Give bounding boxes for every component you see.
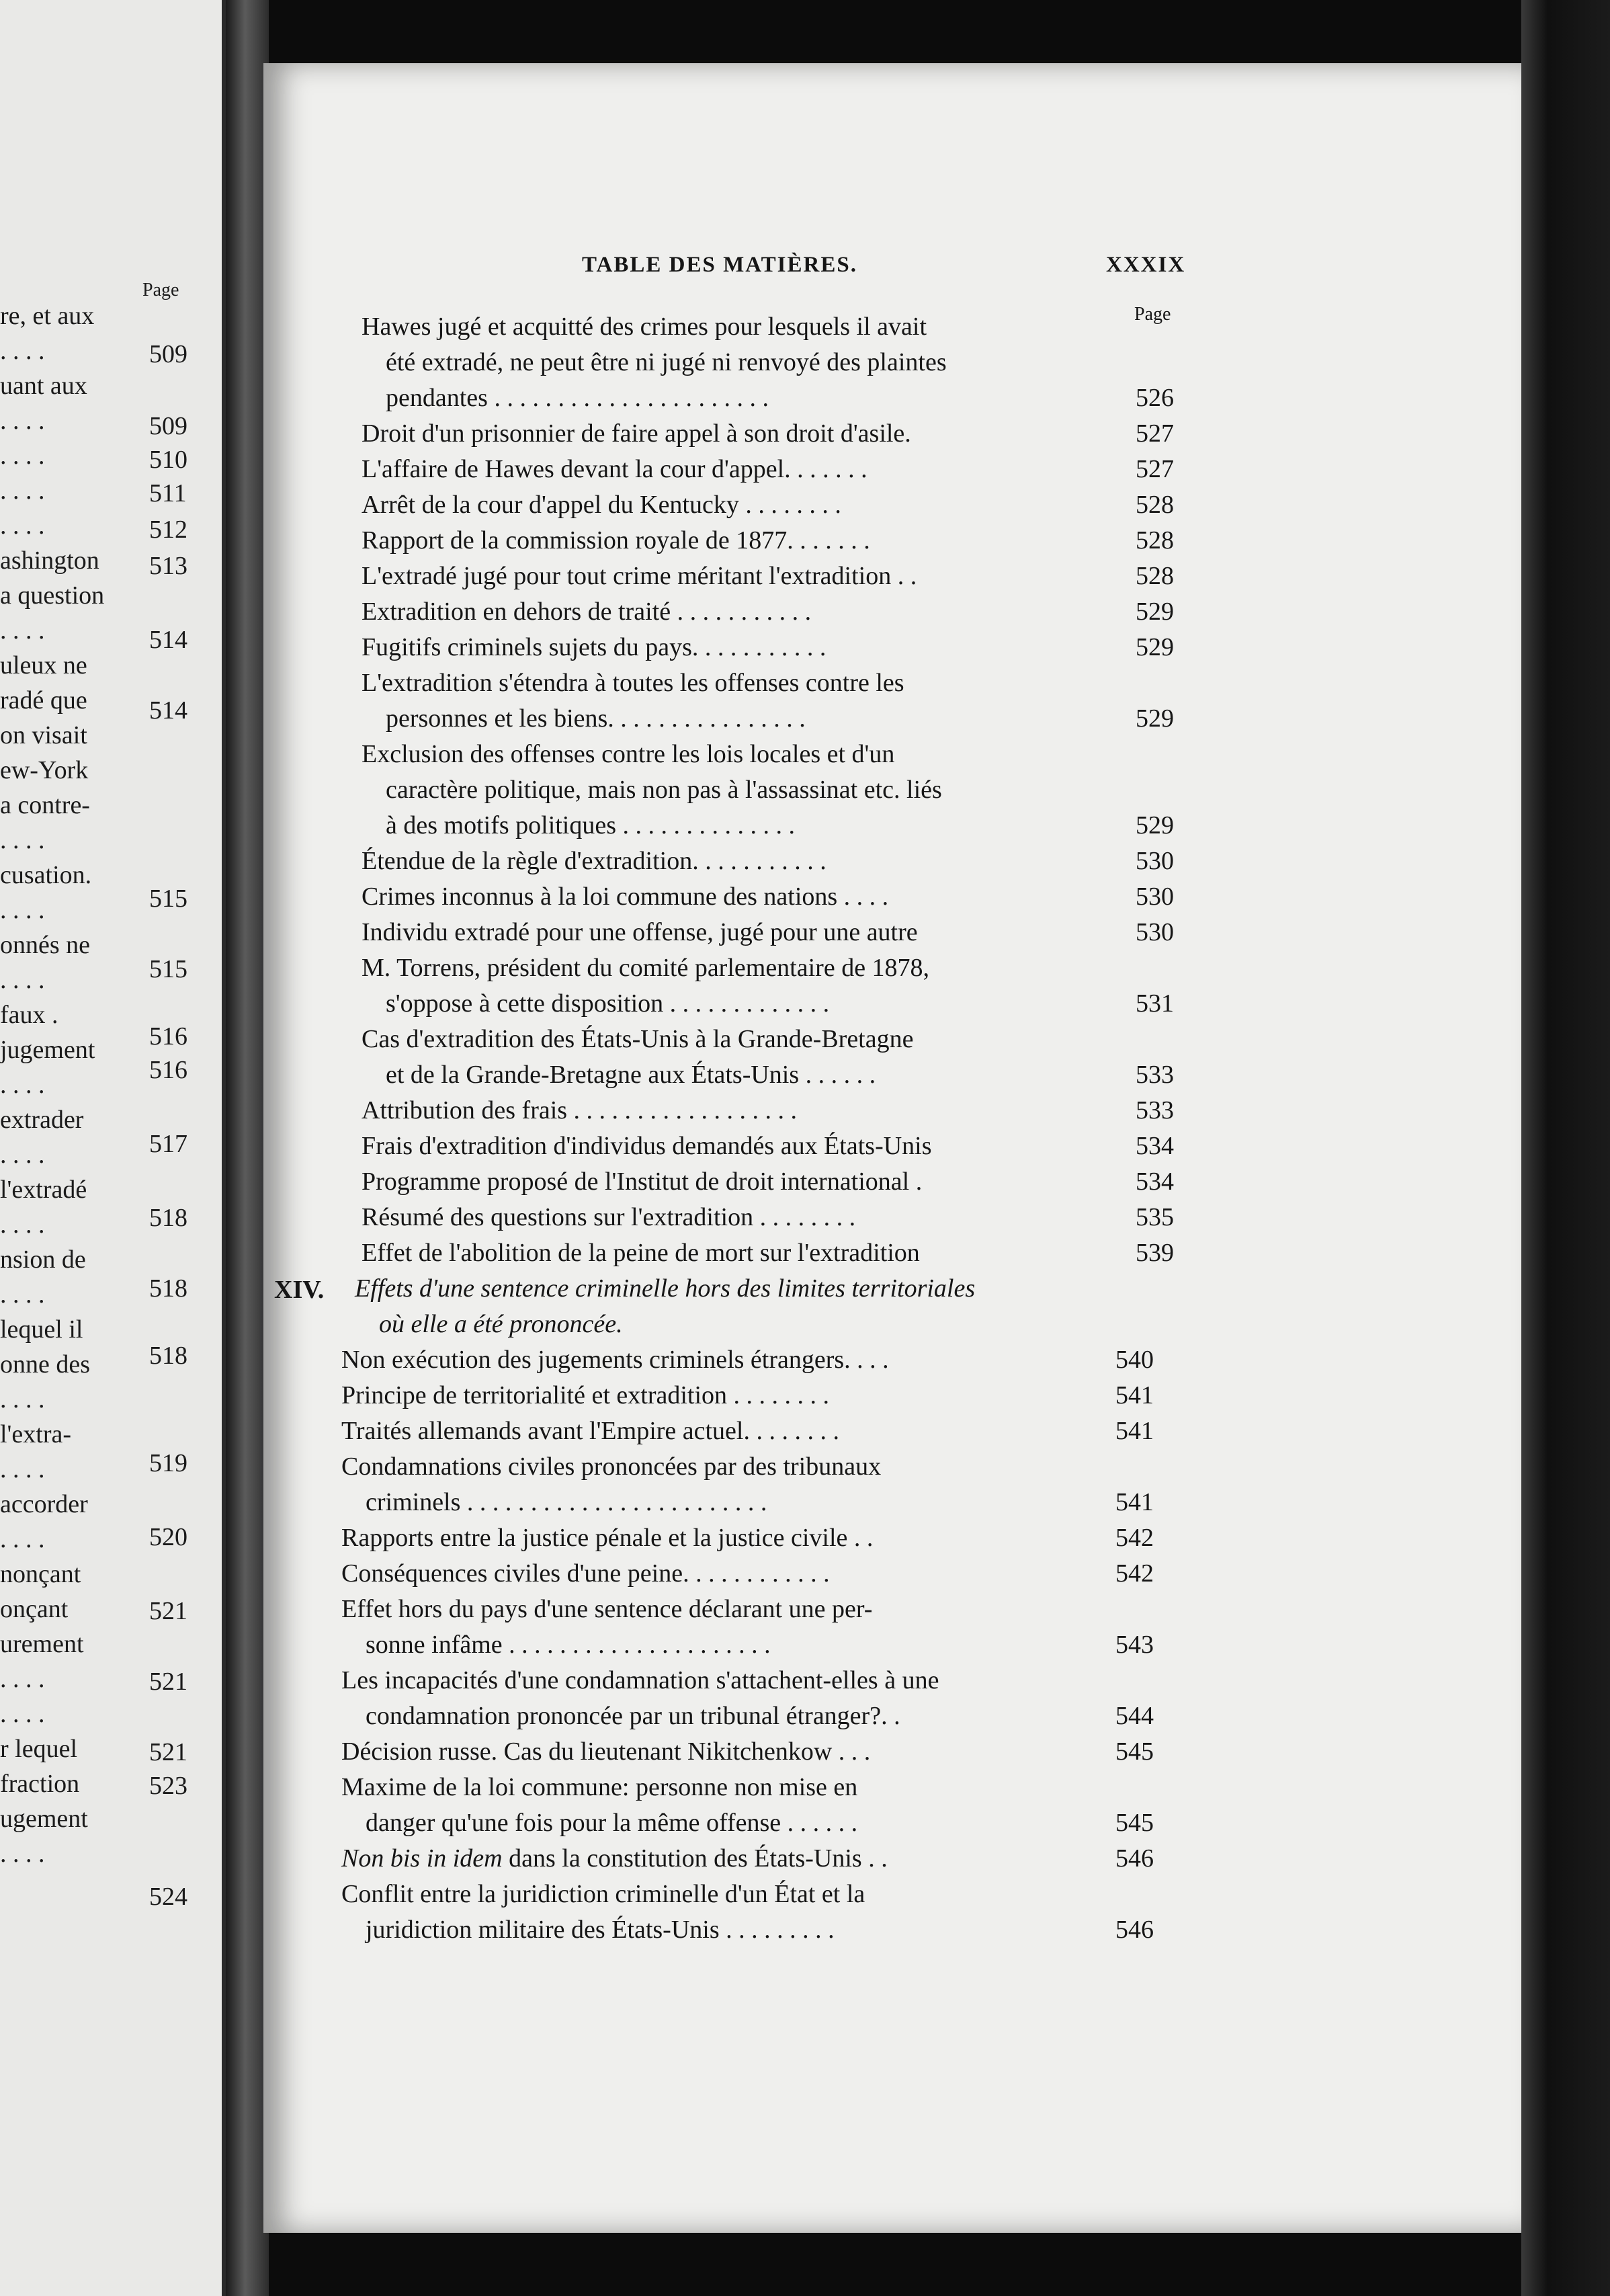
left-fragment-line: . . . . bbox=[0, 1455, 45, 1483]
toc-entry-page: 530 bbox=[1136, 847, 1174, 875]
toc-entry-text: pendantes . . . . . . . . . . . . . . . . . . . . . . bbox=[386, 384, 769, 412]
toc-entry-page: 527 bbox=[1136, 455, 1174, 483]
chapter14-entry-text: sonne infâme . . . . . . . . . . . . . . . . . . . . . bbox=[366, 1631, 771, 1659]
toc-entry-text: été extradé, ne peut être ni jugé ni renvoyé des plaintes bbox=[386, 348, 947, 376]
left-fragment-line: . . . . bbox=[0, 407, 45, 435]
toc-entry-text: Fugitifs criminels sujets du pays. . . . . . . . . . . bbox=[362, 633, 827, 661]
left-page-number: 514 bbox=[149, 696, 187, 725]
left-fragment-line: . . . . bbox=[0, 1071, 45, 1099]
chapter14-entry-text: condamnation prononcée par un tribunal étranger?. . bbox=[366, 1702, 900, 1730]
left-page-number: 509 bbox=[149, 340, 187, 368]
toc-entry-text: et de la Grande-Bretagne aux États-Unis . . . . . . bbox=[386, 1061, 876, 1089]
left-page-number: 521 bbox=[149, 1597, 187, 1625]
toc-entry-text: L'extradé jugé pour tout crime méritant l'extradition . . bbox=[362, 562, 917, 590]
book-gutter bbox=[226, 0, 269, 2296]
left-page-number: 516 bbox=[149, 1056, 187, 1084]
chapter14-entry-text: Conflit entre la juridiction criminelle d'un État et la bbox=[341, 1880, 865, 1908]
left-page-number: 516 bbox=[149, 1022, 187, 1051]
left-page-number: 524 bbox=[149, 1883, 187, 1911]
left-fragment-line: onçant bbox=[0, 1595, 69, 1623]
toc-entry-text: Cas d'extradition des États-Unis à la Grande-Bretagne bbox=[362, 1025, 914, 1053]
toc-entry-page: 529 bbox=[1136, 633, 1174, 661]
toc-entry-text: Arrêt de la cour d'appel du Kentucky . . . . . . . . bbox=[362, 491, 841, 519]
toc-entry-text: Individu extradé pour une offense, jugé pour une autre bbox=[362, 918, 918, 946]
chapter-title: Effets d'une sentence criminelle hors des limites territoriales bbox=[355, 1274, 976, 1303]
left-fragment-line: . . . . bbox=[0, 1211, 45, 1239]
left-fragment-line: . . . . bbox=[0, 1141, 45, 1169]
chapter14-entry-text: juridiction militaire des États-Unis . . . . . . . . . bbox=[366, 1916, 835, 1944]
left-fragment-line: a question bbox=[0, 581, 105, 610]
toc-entry-page: 539 bbox=[1136, 1239, 1174, 1267]
toc-entry-text: Effet de l'abolition de la peine de mort sur l'extradition bbox=[362, 1239, 920, 1267]
toc-entry-page: 534 bbox=[1136, 1132, 1174, 1160]
toc-entry-page: 528 bbox=[1136, 491, 1174, 519]
toc-entry-text: à des motifs politiques . . . . . . . . . . . . . . bbox=[386, 811, 796, 839]
chapter14-entry-page: 546 bbox=[1115, 1916, 1154, 1944]
toc-entry-page: 533 bbox=[1136, 1096, 1174, 1124]
toc-entry-page: 530 bbox=[1136, 918, 1174, 946]
chapter14-entry-page: 545 bbox=[1115, 1737, 1154, 1766]
toc-entry-page: 533 bbox=[1136, 1061, 1174, 1089]
chapter14-entry-page: 543 bbox=[1115, 1631, 1154, 1659]
chapter14-entry-text: Effet hors du pays d'une sentence déclarant une per- bbox=[341, 1595, 873, 1623]
left-fragment-line: . . . . bbox=[0, 826, 45, 854]
page-title: TABLE DES MATIÈRES. bbox=[582, 253, 857, 277]
left-fragment-line: onnés ne bbox=[0, 931, 91, 959]
left-page-number: 523 bbox=[149, 1772, 187, 1800]
toc-entry-text: Crimes inconnus à la loi commune des nations . . . . bbox=[362, 883, 889, 911]
toc-entry-text: personnes et les biens. . . . . . . . . . . . . . . . bbox=[386, 704, 806, 733]
left-fragment-line: . . . . bbox=[0, 1280, 45, 1309]
chapter-title: où elle a été prononcée. bbox=[379, 1310, 623, 1338]
chapter14-entry-text: Condamnations civiles prononcées par des tribunaux bbox=[341, 1452, 882, 1481]
chapter14-entry-page: 542 bbox=[1115, 1559, 1154, 1588]
left-fragment-line: . . . . bbox=[0, 1665, 45, 1693]
left-fragment-line: uleux ne bbox=[0, 651, 87, 680]
chapter14-entry-page: 546 bbox=[1115, 1844, 1154, 1873]
toc-entry-page: 531 bbox=[1136, 989, 1174, 1018]
left-fragment-line: onne des bbox=[0, 1350, 91, 1379]
left-fragment-line: urement bbox=[0, 1630, 84, 1658]
toc-entry-page: 529 bbox=[1136, 598, 1174, 626]
left-page-label: Page bbox=[142, 280, 179, 300]
left-fragment-line: nsion de bbox=[0, 1245, 86, 1274]
chapter-number: XIV. bbox=[274, 1276, 325, 1304]
toc-entry-page: 526 bbox=[1136, 384, 1174, 412]
left-fragment-line: . . . . bbox=[0, 1840, 45, 1868]
left-page-number: 521 bbox=[149, 1668, 187, 1696]
chapter14-entry-text: Maxime de la loi commune: personne non mise en bbox=[341, 1773, 858, 1801]
toc-entry-text: Résumé des questions sur l'extradition . . . . . . . . bbox=[362, 1203, 856, 1231]
left-fragment-line: . . . . bbox=[0, 896, 45, 924]
toc-entry-page: 529 bbox=[1136, 704, 1174, 733]
left-page-number: 519 bbox=[149, 1449, 187, 1477]
left-fragment-line: re, et aux bbox=[0, 302, 95, 330]
left-fragment-line: cusation. bbox=[0, 861, 92, 889]
left-fragment-line: . . . . bbox=[0, 337, 45, 365]
left-page-number: 514 bbox=[149, 626, 187, 654]
chapter14-entry-page: 541 bbox=[1115, 1488, 1154, 1516]
chapter14-entry-text: Les incapacités d'une condamnation s'attachent-elles à une bbox=[341, 1666, 939, 1694]
left-fragment-line: . . . . bbox=[0, 1700, 45, 1728]
left-fragment-line: . . . . bbox=[0, 616, 45, 645]
left-fragment-line: ugement bbox=[0, 1805, 88, 1833]
left-fragment-line: jugement bbox=[0, 1036, 95, 1064]
left-page-number: 515 bbox=[149, 885, 187, 913]
toc-entry-text: Attribution des frais . . . . . . . . . . . . . . . . . . bbox=[362, 1096, 798, 1124]
toc-entry-page: 529 bbox=[1136, 811, 1174, 839]
left-fragment-line: . . . . bbox=[0, 1525, 45, 1553]
toc-entry-page: 528 bbox=[1136, 526, 1174, 555]
left-page-number: 513 bbox=[149, 552, 187, 580]
chapter14-entry-page: 541 bbox=[1115, 1381, 1154, 1409]
left-page-number: 518 bbox=[149, 1204, 187, 1232]
left-fragment-line: . . . . bbox=[0, 966, 45, 994]
chapter14-entry-page: 540 bbox=[1115, 1346, 1154, 1374]
toc-entry-text: Hawes jugé et acquitté des crimes pour lesquels il avait bbox=[362, 313, 927, 341]
toc-entry-page: 534 bbox=[1136, 1167, 1174, 1196]
left-page-number: 515 bbox=[149, 955, 187, 983]
left-fragment-line: . . . . bbox=[0, 477, 45, 505]
page-column-label: Page bbox=[1134, 304, 1171, 325]
book-edge bbox=[1521, 0, 1610, 2296]
chapter14-entry-text: Conséquences civiles d'une peine. . . . . . . . . . . . bbox=[341, 1559, 830, 1588]
left-fragment-line: a contre- bbox=[0, 791, 90, 819]
left-fragment-line: . . . . bbox=[0, 1385, 45, 1413]
toc-entry-page: 530 bbox=[1136, 883, 1174, 911]
left-page-number: 511 bbox=[149, 479, 187, 507]
toc-entry-text: Extradition en dehors de traité . . . . . . . . . . . bbox=[362, 598, 812, 626]
chapter14-entry-text: Traités allemands avant l'Empire actuel. . . . . . . . bbox=[341, 1417, 839, 1445]
left-fragment-line: extrader bbox=[0, 1106, 84, 1134]
toc-entry-page: 527 bbox=[1136, 419, 1174, 448]
left-fragment-line: nonçant bbox=[0, 1560, 81, 1588]
left-page-number: 517 bbox=[149, 1130, 187, 1158]
left-fragment-line: lequel il bbox=[0, 1315, 83, 1344]
left-fragment-line: l'extra- bbox=[0, 1420, 72, 1448]
toc-entry-text: caractère politique, mais non pas à l'assassinat etc. liés bbox=[386, 776, 942, 804]
left-page-number: 520 bbox=[149, 1523, 187, 1551]
left-fragment-line: on visait bbox=[0, 721, 87, 749]
chapter14-entry-text: danger qu'une fois pour la même offense . . . . . . bbox=[366, 1809, 858, 1837]
left-fragment-line: r lequel bbox=[0, 1735, 78, 1763]
left-fragment-line: uant aux bbox=[0, 372, 87, 400]
chapter14-entry-text: Décision russe. Cas du lieutenant Nikitchenkow . . . bbox=[341, 1737, 871, 1766]
toc-entry-text: Droit d'un prisonnier de faire appel à son droit d'asile. bbox=[362, 419, 911, 448]
chapter14-entry-page: 541 bbox=[1115, 1417, 1154, 1445]
toc-entry-text: Frais d'extradition d'individus demandés aux États-Unis bbox=[362, 1132, 932, 1160]
chapter14-entry-text: Principe de territorialité et extradition . . . . . . . . bbox=[341, 1381, 830, 1409]
left-fragment-line: ashington bbox=[0, 546, 99, 575]
toc-entry-page: 528 bbox=[1136, 562, 1174, 590]
toc-entry-text: Rapport de la commission royale de 1877. . . . . . . bbox=[362, 526, 870, 555]
left-fragment-line: faux . bbox=[0, 1001, 58, 1029]
chapter14-entry-text: Non exécution des jugements criminels étrangers. . . . bbox=[341, 1346, 889, 1374]
left-page-number: 512 bbox=[149, 516, 187, 544]
chapter14-entry-text: criminels . . . . . . . . . . . . . . . . . . . . . . . . bbox=[366, 1488, 767, 1516]
left-page-number: 509 bbox=[149, 412, 187, 440]
left-fragment-line: . . . . bbox=[0, 442, 45, 470]
chapter14-entry-page: 545 bbox=[1115, 1809, 1154, 1837]
toc-entry-text: Programme proposé de l'Institut de droit international . bbox=[362, 1167, 923, 1196]
toc-entry-text: s'oppose à cette disposition . . . . . . . . . . . . . bbox=[386, 989, 830, 1018]
page-number: XXXIX bbox=[1106, 253, 1186, 277]
left-fragment-line: accorder bbox=[0, 1490, 88, 1518]
left-page-number: 521 bbox=[149, 1738, 187, 1766]
chapter14-entry-text: Rapports entre la justice pénale et la justice civile . . bbox=[341, 1524, 874, 1552]
left-fragment-line: l'extradé bbox=[0, 1176, 87, 1204]
left-fragment-line: fraction bbox=[0, 1770, 80, 1798]
left-page-number: 518 bbox=[149, 1274, 187, 1303]
left-fragment-line: radé que bbox=[0, 686, 87, 714]
chapter14-entry-text: Non bis in idem dans la constitution des États-Unis . . bbox=[341, 1844, 888, 1873]
left-page-number: 510 bbox=[149, 446, 187, 474]
toc-entry-text: Exclusion des offenses contre les lois locales et d'un bbox=[362, 740, 895, 768]
toc-entry-page: 535 bbox=[1136, 1203, 1174, 1231]
chapter14-entry-page: 544 bbox=[1115, 1702, 1154, 1730]
left-fragment-line: ew-York bbox=[0, 756, 89, 784]
left-page-number: 518 bbox=[149, 1342, 187, 1370]
toc-entry-text: L'extradition s'étendra à toutes les offenses contre les bbox=[362, 669, 904, 697]
left-fragment-line: . . . . bbox=[0, 511, 45, 540]
chapter14-entry-page: 542 bbox=[1115, 1524, 1154, 1552]
toc-entry-text: M. Torrens, président du comité parlementaire de 1878, bbox=[362, 954, 930, 982]
toc-entry-text: Étendue de la règle d'extradition. . . . . . . . . . . bbox=[362, 847, 827, 875]
toc-entry-text: L'affaire de Hawes devant la cour d'appel. . . . . . . bbox=[362, 455, 867, 483]
